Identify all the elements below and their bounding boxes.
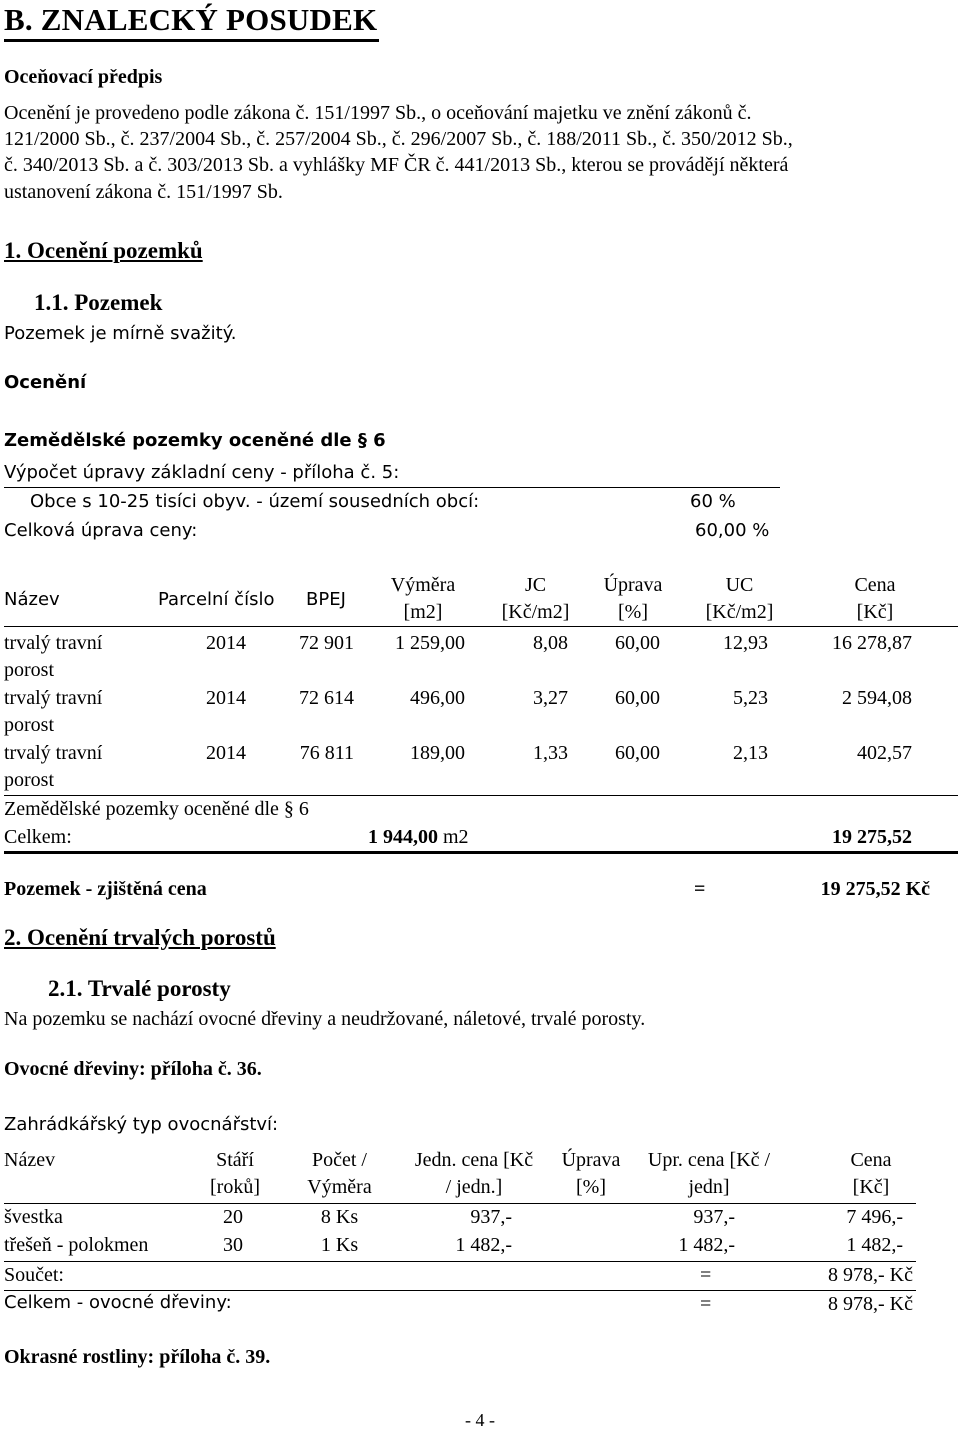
fruit-row-adj-price: 1 482,-: [678, 1234, 735, 1256]
col-header-jc-l1: JC: [524, 574, 547, 596]
fruit-col-unit-price-l1: Jedn. cena [Kč: [414, 1149, 534, 1171]
porosty-description: Na pozemku se nachází ovocné dřeviny a neudržované, náletové, trvalé porosty.: [4, 1008, 646, 1030]
section-2-title: 2. Ocenění trvalých porostů: [4, 925, 276, 950]
col-header-bpej: BPEJ: [306, 589, 346, 610]
fruit-col-adj-l1: Úprava: [561, 1149, 621, 1171]
price-adjustment-heading: Výpočet úpravy základní ceny - příloha č. 5:: [4, 462, 400, 483]
row-parcel: 2014: [206, 687, 246, 709]
fruit-sum-rule: [4, 1290, 916, 1291]
fruit-col-age-l1: Stáří: [216, 1149, 254, 1171]
adjustment-rule: [4, 487, 780, 488]
valuation-regulation-heading: Oceňovací předpis: [4, 66, 163, 88]
row-adjustment: 60,00: [615, 632, 660, 654]
row-name: trvalý travní: [4, 742, 103, 764]
row-area: 189,00: [410, 742, 465, 764]
fruit-col-header-price: [826, 1149, 916, 1199]
row-price: 16 278,87: [832, 632, 912, 654]
fruit-row-count: 8 Ks: [320, 1206, 359, 1228]
col-header-jc-l2: [Kč/m2]: [501, 601, 570, 623]
col-header-uc-l1: UC: [725, 574, 754, 596]
col-header-uc: [692, 574, 787, 624]
fruit-row-name: švestka: [4, 1206, 63, 1228]
fruit-col-age-l2: [roků]: [210, 1176, 260, 1198]
col-header-name: Název: [4, 589, 60, 610]
col-header-price: [830, 574, 920, 624]
fruit-col-header-adj-price: [630, 1149, 788, 1199]
row-parcel: 2014: [206, 632, 246, 654]
fruit-col-adj-l2: [%]: [576, 1176, 606, 1198]
fruit-col-adj-price-l1: Upr. cena [Kč /: [647, 1149, 771, 1171]
fruit-table-header-rule: [4, 1203, 916, 1204]
row-name-cont: porost: [4, 769, 54, 791]
fruit-sum-value: 8 978,- Kč: [828, 1264, 913, 1286]
section-2-1-title: 2.1. Trvalé porosty: [48, 976, 231, 1001]
row-name-cont: porost: [4, 659, 54, 681]
section-1-title: 1. Ocenění pozemků: [4, 238, 203, 263]
fruit-row-price: 7 496,-: [846, 1206, 903, 1228]
row-area: 1 259,00: [395, 632, 465, 654]
fruit-row-unit-price: 1 482,-: [455, 1234, 512, 1256]
col-header-area: [378, 574, 468, 624]
intro-line-1: Ocenění je provedeno podle zákona č. 151/1997 Sb., o oceňování majetku ve znění zákonů č.: [4, 102, 752, 124]
col-header-adj-l1: Úprava: [603, 574, 663, 596]
col-header-price-l1: Cena: [854, 574, 896, 596]
fruit-col-header-count: [292, 1149, 387, 1199]
fruit-col-price-l2: [Kč]: [852, 1176, 890, 1198]
row-uc: 12,93: [723, 632, 768, 654]
table-header-rule: [4, 626, 958, 627]
table-body-rule: [4, 795, 958, 796]
col-header-price-l2: [Kč]: [856, 601, 894, 623]
valuation-label: Ocenění: [4, 372, 87, 393]
total-adjustment-value: 60,00 %: [695, 520, 770, 541]
fruit-row-unit-price: 937,-: [470, 1206, 512, 1228]
col-header-jc: [488, 574, 583, 624]
agricultural-land-heading: Zemědělské pozemky oceněné dle § 6: [4, 430, 386, 451]
plot-description: Pozemek je mírně svažitý.: [4, 323, 237, 344]
row-name: trvalý travní: [4, 687, 103, 709]
intro-line-3: č. 340/2013 Sb. a č. 303/2013 Sb. a vyhlášky MF ČR č. 441/2013 Sb., kterou se provádějí některá: [4, 154, 789, 176]
intro-line-2: 121/2000 Sb., č. 237/2004 Sb., č. 257/2004 Sb., č. 296/2007 Sb., č. 188/2011 Sb., č. 350/2012 Sb.,: [4, 128, 793, 150]
fruit-total-eq: =: [700, 1293, 712, 1315]
fruit-row-name: třešeň - polokmen: [4, 1234, 149, 1256]
col-header-area-l2: [m2]: [403, 601, 443, 623]
row-uc: 2,13: [733, 742, 768, 764]
fruit-trees-heading: Ovocné dřeviny: příloha č. 36.: [4, 1058, 262, 1080]
row-jc: 1,33: [533, 742, 568, 764]
row-area: 496,00: [410, 687, 465, 709]
row-price: 402,57: [857, 742, 912, 764]
section-1-1-title: 1.1. Pozemek: [34, 290, 163, 315]
fruit-row-age: 20: [223, 1206, 243, 1228]
row-adjustment: 60,00: [615, 742, 660, 764]
row-uc: 5,23: [733, 687, 768, 709]
found-price-eq: =: [694, 878, 706, 900]
fruit-col-unit-price-l2: / jedn.]: [445, 1176, 503, 1198]
adjustment-item-label: Obce s 10-25 tisíci obyv. - území sousedních obcí:: [30, 491, 480, 512]
table-total-area: [368, 826, 469, 849]
row-adjustment: 60,00: [615, 687, 660, 709]
garden-type-label: Zahrádkářský typ ovocnářství:: [4, 1114, 279, 1135]
fruit-col-adj-price-l2: jedn]: [688, 1176, 730, 1198]
total-area-unit: m2: [443, 826, 469, 848]
table-footer-title: Zemědělské pozemky oceněné dle § 6: [4, 798, 309, 820]
table-total-label: Celkem:: [4, 826, 72, 848]
fruit-col-header-unit-price: [398, 1149, 550, 1199]
col-header-adjustment: [588, 574, 678, 624]
adjustment-item-value: 60 %: [690, 491, 736, 512]
fruit-table-body-rule: [4, 1261, 916, 1262]
title-underline: [4, 39, 379, 42]
fruit-col-header-adjustment: [552, 1149, 630, 1199]
row-bpej: 72 901: [299, 632, 354, 654]
fruit-row-age: 30: [223, 1234, 243, 1256]
row-price: 2 594,08: [842, 687, 912, 709]
total-adjustment-label: Celková úprava ceny:: [4, 520, 198, 541]
document-title: B. ZNALECKÝ POSUDEK: [4, 2, 378, 37]
row-bpej: 72 614: [299, 687, 354, 709]
found-price-value: 19 275,52 Kč: [820, 878, 930, 900]
total-area-value: 1 944,00: [368, 826, 438, 848]
row-name-cont: porost: [4, 714, 54, 736]
row-jc: 8,08: [533, 632, 568, 654]
intro-line-4: ustanovení zákona č. 151/1997 Sb.: [4, 181, 283, 203]
ornamental-plants-heading: Okrasné rostliny: příloha č. 39.: [4, 1346, 271, 1368]
fruit-col-count-l1: Počet /: [312, 1149, 367, 1171]
fruit-sum-eq: =: [700, 1264, 712, 1286]
table-total-price: 19 275,52: [832, 826, 912, 848]
fruit-row-count: 1 Ks: [320, 1234, 359, 1256]
fruit-col-header-age: [195, 1149, 275, 1199]
row-name: trvalý travní: [4, 632, 103, 654]
col-header-area-l1: Výměra: [390, 574, 456, 596]
fruit-sum-label: Součet:: [4, 1264, 64, 1286]
col-header-uc-l2: [Kč/m2]: [705, 601, 774, 623]
row-jc: 3,27: [533, 687, 568, 709]
col-header-adj-l2: [%]: [618, 601, 648, 623]
row-parcel: 2014: [206, 742, 246, 764]
fruit-total-value: 8 978,- Kč: [828, 1293, 913, 1315]
col-header-parcel: Parcelní číslo: [158, 589, 275, 610]
fruit-total-label: Celkem - ovocné dřeviny:: [4, 1292, 232, 1313]
row-bpej: 76 811: [299, 742, 354, 764]
fruit-row-price: 1 482,-: [846, 1234, 903, 1256]
fruit-col-price-l1: Cena: [850, 1149, 892, 1171]
table-total-rule: [4, 851, 958, 854]
found-price-label: Pozemek - zjištěná cena: [4, 878, 207, 900]
page-number: - 4 -: [465, 1410, 495, 1430]
fruit-col-count-l2: Výměra: [307, 1176, 372, 1198]
fruit-row-adj-price: 937,-: [693, 1206, 735, 1228]
fruit-col-header-name: Název: [4, 1149, 56, 1171]
